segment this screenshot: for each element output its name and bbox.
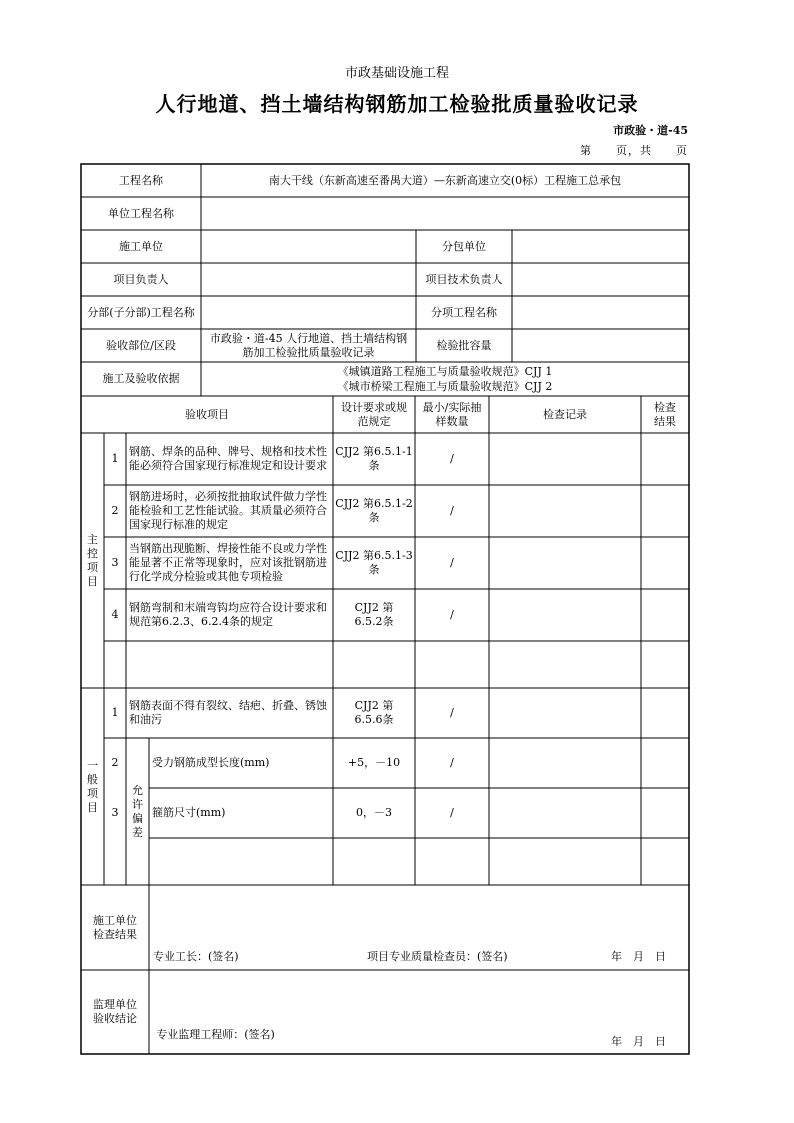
main-item-sample: / — [450, 452, 454, 465]
tolerance-label: 允许偏差 — [132, 783, 143, 839]
subcontractor-label: 分包单位 — [442, 239, 486, 253]
page-number: 第 页，共 页 — [580, 144, 688, 157]
project-name-value: 南大干线（东新高速至番禺大道）—东新高速立交(0标）工程施工总承包 — [268, 173, 622, 187]
tolerance-item-sample: / — [450, 806, 454, 819]
tolerance-item-design: +5，－10 — [347, 756, 401, 769]
contractor-value[interactable] — [201, 230, 416, 263]
tolerance-item-text: 箍筋尺寸(mm) — [152, 806, 226, 819]
main-item-text: 当钢筋出现脆断、焊接性能不良或力学性能显著不正常等现象时，应对该批钢筋进行化学成分检验或其他专项检验 — [129, 542, 327, 583]
general-item-design: CJJ2 第6.5.6条 — [354, 699, 394, 726]
document-superscript: 市政基础设施工程 — [344, 65, 449, 81]
acceptance-part-label: 验收部位/区段 — [106, 338, 176, 352]
basis-value — [201, 364, 689, 394]
tolerance-item-text: 受力钢筋成型长度(mm) — [152, 756, 270, 769]
general-group-cell — [81, 688, 104, 885]
main-item-design: CJJ2 第6.5.1-3条 — [335, 549, 413, 576]
main-item-text: 钢筋、焊条的品种、牌号、规格和技术性能必须符合国家现行标准规定和设计要求 — [129, 445, 327, 472]
tolerance-cell — [126, 738, 149, 885]
basis-value-1: 《城镇道路工程施工与质量验收规范》CJJ 1 — [337, 365, 553, 378]
main-item-text: 钢筋弯制和末端弯钩均应符合设计要求和规范第6.2.3、6.2.4条的规定 — [129, 601, 327, 628]
basis-label: 施工及验收依据 — [102, 372, 180, 385]
tolerance-item-design: 0，－3 — [356, 806, 392, 819]
tolerance-item-no: 3 — [111, 806, 119, 819]
main-item-sample: / — [450, 504, 454, 517]
tech-manager-value[interactable] — [512, 263, 689, 296]
qc-inspector-signature[interactable]: 项目专业质量检查员：(签名) — [367, 950, 508, 963]
supervisor-date[interactable]: 年 月 日 — [611, 1035, 666, 1048]
form-code: 市政验・道-45 — [613, 124, 688, 137]
main-group-label: 主控项目 — [87, 532, 98, 588]
division-value[interactable] — [201, 296, 416, 329]
sub-item-label: 分项工程名称 — [431, 305, 497, 319]
col-design-header: 设计要求或规范规定 — [341, 400, 407, 428]
col-item-header: 验收项目 — [185, 407, 229, 421]
project-name-label: 工程名称 — [119, 173, 163, 187]
sub-item-value[interactable] — [512, 296, 689, 329]
basis-value-2: 《城市桥梁工程施工与质量验收规范》CJJ 2 — [337, 380, 553, 393]
main-item-sample: / — [450, 556, 454, 569]
project-manager-value[interactable] — [201, 263, 416, 296]
general-group-label: 一般项目 — [87, 758, 98, 814]
unit-project-label: 单位工程名称 — [108, 206, 174, 220]
main-item-design: CJJ2 第6.5.2条 — [354, 601, 394, 628]
unit-project-value[interactable] — [201, 197, 689, 230]
contractor-result-label: 施工单位检查结果 — [93, 913, 137, 941]
general-item-no: 1 — [111, 706, 119, 719]
main-item-design: CJJ2 第6.5.1-2条 — [335, 497, 413, 524]
main-item-sample: / — [450, 608, 454, 621]
main-item-design: CJJ2 第6.5.1-1条 — [335, 445, 413, 472]
supervisor-signature[interactable]: 专业监理工程师：(签名) — [156, 1028, 275, 1041]
supervisor-result-label: 监理单位验收结论 — [93, 998, 137, 1025]
col-result-header: 检查结果 — [654, 400, 676, 428]
main-item-no: 1 — [111, 452, 119, 465]
acceptance-part-value: 市政验・道-45 人行地道、挡土墙结构钢筋加工检验批质量验收记录 — [209, 331, 408, 359]
main-item-text: 钢筋进场时，必须按批抽取试件做力学性能检验和工艺性能试验。其质量必须符合国家现行标准的规定 — [129, 490, 327, 531]
col-sample-header: 最小/实际抽样数量 — [422, 400, 482, 428]
main-group-cell — [81, 433, 104, 688]
tech-manager-label: 项目技术负责人 — [425, 272, 503, 286]
main-item-no: 4 — [111, 608, 119, 621]
contractor-date[interactable]: 年 月 日 — [611, 950, 666, 963]
tolerance-item-no: 2 — [111, 756, 119, 769]
foreman-signature[interactable]: 专业工长：(签名) — [153, 950, 239, 963]
main-item-no: 3 — [111, 556, 119, 569]
main-item-no: 2 — [111, 504, 119, 517]
batch-capacity-label: 检验批容量 — [436, 338, 492, 352]
tolerance-item-sample: / — [450, 756, 454, 769]
col-record-header: 检查记录 — [543, 407, 587, 421]
batch-capacity-value[interactable] — [512, 329, 689, 362]
contractor-label: 施工单位 — [119, 239, 163, 253]
general-item-text: 钢筋表面不得有裂纹、结疤、折叠、锈蚀和油污 — [129, 699, 327, 726]
general-item-sample: / — [450, 706, 454, 719]
subcontractor-value[interactable] — [512, 230, 689, 263]
document-title: 人行地道、挡土墙结构钢筋加工检验批质量验收记录 — [155, 91, 639, 116]
division-label: 分部(子分部)工程名称 — [87, 305, 195, 319]
project-manager-label: 项目负责人 — [113, 272, 169, 286]
